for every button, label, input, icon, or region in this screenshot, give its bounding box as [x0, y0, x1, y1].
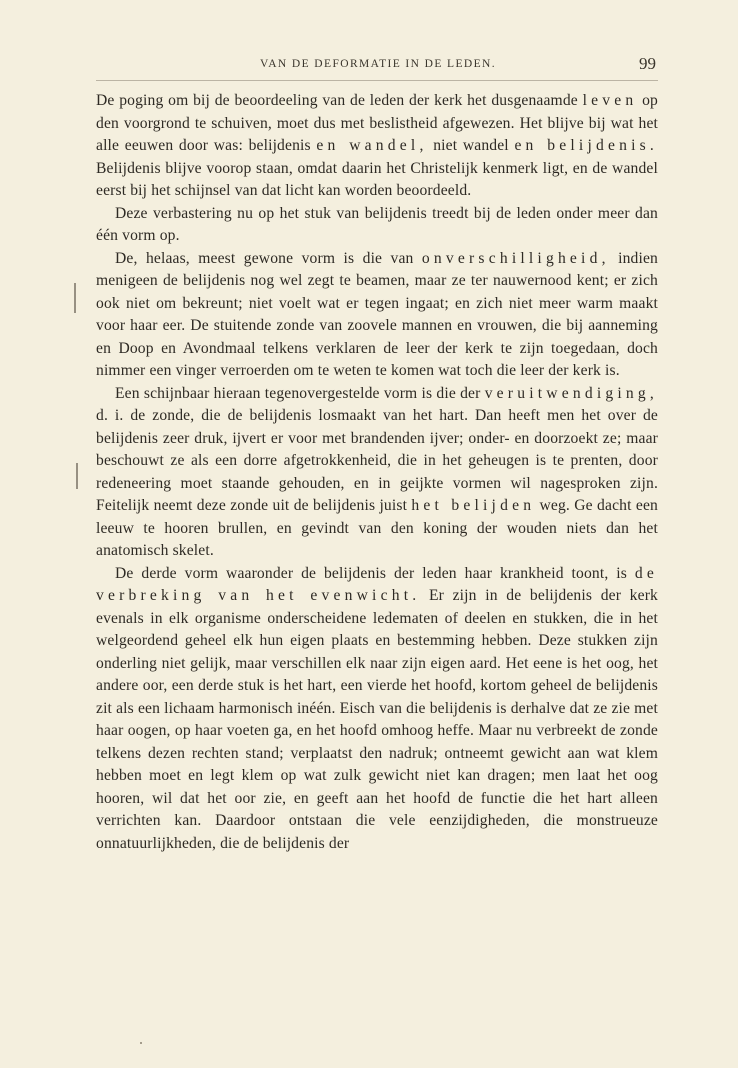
paragraph-4 — [96, 383, 658, 563]
running-head — [96, 54, 660, 80]
paragraph-text: Er zijn in de belijdenis der kerk evenals in elk organisme onderscheidene ledematen of deelen en stukken, die in het welgeordend geheel elk hun eigen plaats en bestemming hebben. Deze stukken zijn onderling niet gelijk, maar verschillen elk naar zijn eigen aard. Het eene is het oog, het andere oor, een derde stuk is het hart, een vierde het hoofd, kortom geheel de belijdenis zit als een lichaam harmonisch inéén. Eisch van die belijdenis is derhalve dat ze zie met haar oogen, op haar voeten ga, en het hoofd omhoog heffe. Maar nu verbreekt de zonde telkens dezen rechten stand; verplaatst den nadruk; ontneemt gewicht aan wat klem hebben moet en legt klem op wat zulk gewicht niet kan dragen; men laat het oog hooren, wil dat het oor zie, en geeft aan het hoofd de functie die het hart alleen verrichten kan. Daardoor ontstaan die vele eenzijdigheden, die monstrueuze onnatuurlijkheden, die de belijdenis der — [96, 587, 658, 852]
margin-pencil-mark — [76, 463, 78, 489]
paragraph-text: niet wandel — [433, 137, 509, 154]
paragraph-text: indien menigeen de belijdenis nog wel zegt te beamen, maar ze ter nauwernood kent; er zich ook niet om bekreunt; niet voelt wat er tegen ingaat; en zich niet meer warm maakt voor haar eer. De stuitende zonde van zoovele mannen en vrouwen, die bij aanneming en Doop en Avondmaal telkens verklaren de leer der kerk te zijn toegedaan, doch nimmer een vinger verroerden om te weten te komen wat toch die leer der kerk is. — [96, 249, 658, 379]
spaced-emphasis: veruitwendiging, — [484, 384, 658, 402]
paragraph-2 — [96, 203, 658, 248]
paragraph-3 — [96, 248, 658, 383]
spaced-emphasis: onverschilligheid, — [421, 249, 610, 267]
spaced-emphasis: het belijden — [411, 497, 536, 514]
paragraph-text: Een schijnbaar hieraan tegenovergestelde vorm is die der — [115, 384, 481, 402]
paragraph-text: De, helaas, meest gewone vorm is die van — [115, 249, 414, 267]
paper-speck — [140, 1042, 142, 1044]
paragraph-text: weg. Ge dacht een leeuw te hooren brullen, en gevindt van den koning der wouden niets dan het anatomisch skelet. — [96, 497, 658, 559]
margin-pencil-mark — [74, 283, 76, 313]
spaced-emphasis: leven — [582, 92, 638, 109]
spaced-emphasis: en wandel, — [316, 137, 428, 154]
paragraph-5 — [96, 563, 658, 856]
header-rule — [96, 80, 658, 81]
spaced-emphasis: en belijdenis. — [514, 137, 658, 154]
paragraph-text: Deze verbastering nu op het stuk van belijdenis treedt bij de leden onder meer dan één vorm op. — [96, 204, 658, 244]
paragraph-text: Belijdenis blijve voorop staan, omdat daarin het Christelijk kenmerk ligt, en de wandel eerst bij het schijnsel van dat licht kan worden beoordeeld. — [96, 159, 658, 199]
page-number: 99 — [639, 54, 656, 73]
paragraph-text: op den voorgrond te schuiven, moet dus met beslistheid afgewezen. Het blijve bij wat het alle eeuwen door was: belijdenis — [96, 92, 658, 154]
spaced-emphasis: de verbreking van het evenwicht. — [96, 564, 658, 604]
body-text — [96, 90, 658, 855]
paragraph-text: d. i. de zonde, die de belijdenis losmaakt van het hart. Dan heeft men het over de belijdenis zeer druk, ijvert er voor met brandenden ijver; onder- en doorzoekt ze; maar beschouwt ze als een dorre afgetrokkenheid, die in het geheugen is te prenten, door redeneering moet staande gehouden, en in geijkte vormen wil nagesproken zijn. Feitelijk neemt deze zonde uit de belijdenis juist — [96, 407, 658, 514]
paragraph-text: De poging om bij de beoordeeling van de leden der kerk het dusgenaamde — [96, 92, 578, 109]
paragraph-1 — [96, 90, 658, 203]
running-title: VAN DE DEFORMATIE IN DE LEDEN. — [260, 58, 496, 70]
paragraph-text: De derde vorm waaronder de belijdenis der leden haar krankheid toont, is — [115, 564, 627, 582]
